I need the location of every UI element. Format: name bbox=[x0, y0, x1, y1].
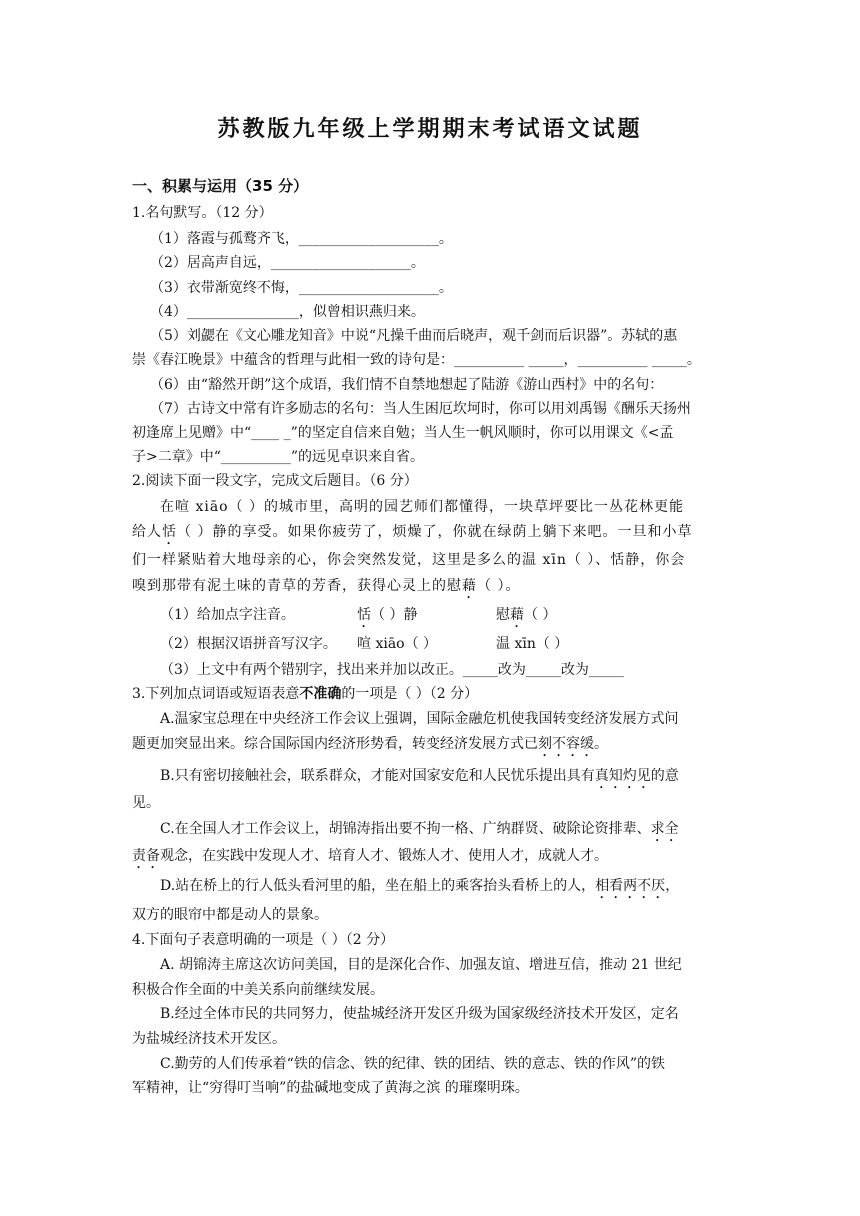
option-d-line1 bbox=[160, 876, 679, 902]
passage-line-2 bbox=[132, 522, 692, 548]
answer-blank: （ ） bbox=[524, 607, 557, 623]
q2-sub-3: （3）上文中有两个错别字，找出来并加以改正。_____改为_____改为_____ bbox=[160, 662, 624, 678]
passage-line-4 bbox=[132, 576, 520, 602]
dotted-phrase: 真知灼见 bbox=[594, 768, 651, 784]
q1-item-5-line2: 崇《春江晚景》中蕴含的哲理与此相一致的诗句是：__________ _____，__________ _____。 bbox=[132, 352, 701, 368]
q1-item-7-line2: 初逢席上见赠》中“____ _”的坚定自信来自勉；当人生一帆风顺时，你可以用课文《<孟 bbox=[132, 425, 674, 441]
q1-item-7-line3: 子>二章》中“__________”的远见卓识来自省。 bbox=[132, 449, 425, 465]
q1-item-1: （1）落霞与孤鹜齐飞，____________________。 bbox=[150, 231, 453, 247]
q1-item-7-line1: （7）古诗文中常有许多励志的名句：当人生困厄坎坷时，你可以用刘禹锡《酬乐天扬州 bbox=[150, 401, 691, 417]
option-text: 。 bbox=[594, 736, 608, 752]
option-text: 题更加突显出来。综合国际国内经济形势看，转变经济发展方式已 bbox=[132, 736, 538, 752]
dotted-phrase: 刻不容缓 bbox=[538, 736, 594, 752]
dotted-phrase: 相看两不厌 bbox=[595, 878, 666, 894]
emphasis-text: 不准确 bbox=[299, 686, 342, 702]
dotted-char: 恬 bbox=[357, 607, 371, 623]
question-1-heading: 1.名句默写。（12 分） bbox=[132, 205, 273, 221]
q1-item-2: （2）居高声自远，____________________。 bbox=[150, 255, 425, 271]
q4-option-c-line1: C.勤劳的人们传承着“铁的信念、铁的纪律、铁的团结、铁的意志、铁的作风”的铁 bbox=[160, 1056, 665, 1072]
passage-line-1: 在喧 xiāo（ ）的城市里，高明的园艺师们都懂得，一块草坪要比一丛花林更能 bbox=[160, 499, 685, 515]
option-d-line2: 双方的眼帘中都是动人的景象。 bbox=[132, 907, 328, 923]
option-text: 观念，在实践中发现人才、培育人才、锻炼人才、使用人才，成就人才。 bbox=[160, 848, 608, 864]
option-text: B.只有密切接触社会，联系群众，才能对国家安危和人民忧乐提出具有 bbox=[160, 768, 595, 784]
option-c-line1 bbox=[160, 819, 679, 845]
q1-item-6: （6）由“豁然开朗”这个成语，我们情不自禁地想起了陆游《游山西村》中的名句： bbox=[150, 377, 664, 393]
option-a-line2 bbox=[132, 734, 608, 760]
section-heading: 一、积累与运用（35 分） bbox=[132, 177, 309, 195]
dotted-char: 恬 bbox=[162, 524, 177, 540]
q2-sub-1-item-b bbox=[496, 605, 556, 631]
q4-option-b-line2: 为盐城经济技术开发区。 bbox=[132, 1031, 286, 1047]
answer-blank: （ ）静 bbox=[371, 607, 418, 623]
q4-option-b-line1: B.经过全体市民的共同努力，使盐城经济开发区升级为国家级经济技术开发区，定名 bbox=[160, 1006, 679, 1022]
question-2-heading: 2.阅读下面一段文字，完成文后题目。（6 分） bbox=[132, 473, 418, 489]
option-a-line1: A.温家宝总理在中央经济工作会议上强调，国际金融危机使我国转变经济发展方式问 bbox=[160, 711, 679, 727]
dotted-char: 藉 bbox=[510, 607, 524, 623]
option-b-line1 bbox=[160, 766, 679, 792]
q4-option-c-line2: 军精神，让“穷得叮当响”的盐碱地变成了黄海之滨 的璀璨明珠。 bbox=[132, 1080, 529, 1096]
q4-option-a-line2: 积极合作全面的中美关系向前继续发展。 bbox=[132, 982, 384, 998]
passage-text: 给人 bbox=[132, 524, 162, 540]
option-text: ， bbox=[665, 878, 680, 894]
q2-sub-2-item-b: 温 xīn（ ） bbox=[496, 636, 569, 652]
option-c-line2 bbox=[132, 846, 608, 872]
option-b-line2: 见。 bbox=[132, 795, 160, 811]
heading-text: 3.下列加点词语或短语表意 bbox=[132, 686, 300, 702]
q1-item-3: （3）衣带渐宽终不悔，____________________。 bbox=[150, 280, 453, 296]
plain-char: 慰 bbox=[496, 607, 510, 623]
dotted-phrase: 责备 bbox=[132, 848, 160, 864]
passage-line-3: 们一样紧贴着大地母亲的心，你会突然发觉，这里是多么的温 xīn（ ）、恬静，你会 bbox=[132, 552, 686, 568]
dotted-char: 藉 bbox=[462, 578, 477, 594]
question-3-heading bbox=[132, 684, 478, 704]
question-4-heading: 4.下面句子表意明确的一项是（ ）（2 分） bbox=[132, 932, 395, 948]
q2-sub-2-label: （2）根据汉语拼音写汉字。 bbox=[160, 636, 337, 652]
option-text: D.站在桥上的行人低头看河里的船，坐在船上的乘客抬头看桥上的人， bbox=[160, 878, 596, 894]
heading-text: 的一项是（ ）（2 分） bbox=[341, 686, 479, 702]
q2-sub-1-label: （1）给加点字注音。 bbox=[160, 607, 295, 623]
q1-item-5-line1: （5）刘勰在《文心雕龙知音》中说“凡操千曲而后晓声，观千剑而后识器”。苏轼的惠 bbox=[150, 328, 678, 344]
q4-option-a-line1: A. 胡锦涛主席这次访问美国，目的是深化合作、加强友谊、增进互信，推动 21 世纪 bbox=[160, 957, 682, 973]
option-text: 的意 bbox=[650, 768, 679, 784]
option-text: C.在全国人才工作会议上，胡锦涛指出要不拘一格、广纳群贤、破除论资排辈、 bbox=[160, 821, 651, 837]
q2-sub-1-item-a bbox=[357, 605, 417, 631]
q1-item-4: （4）________________，似曾相识燕归来。 bbox=[150, 304, 425, 320]
q2-sub-2-item-a: 喧 xiāo（ ） bbox=[357, 636, 438, 652]
dotted-phrase: 求全 bbox=[650, 821, 679, 837]
page-title: 苏教版九年级上学期期末考试语文试题 bbox=[217, 117, 643, 142]
passage-text: （ ）。 bbox=[477, 578, 521, 594]
passage-text: （ ）静的享受。如果你疲劳了，烦燥了，你就在绿荫上躺下来吧。一旦和小草 bbox=[177, 524, 693, 540]
passage-text: 嗅到那带有泥土味的青草的芳香，获得心灵上的慰 bbox=[132, 578, 462, 594]
